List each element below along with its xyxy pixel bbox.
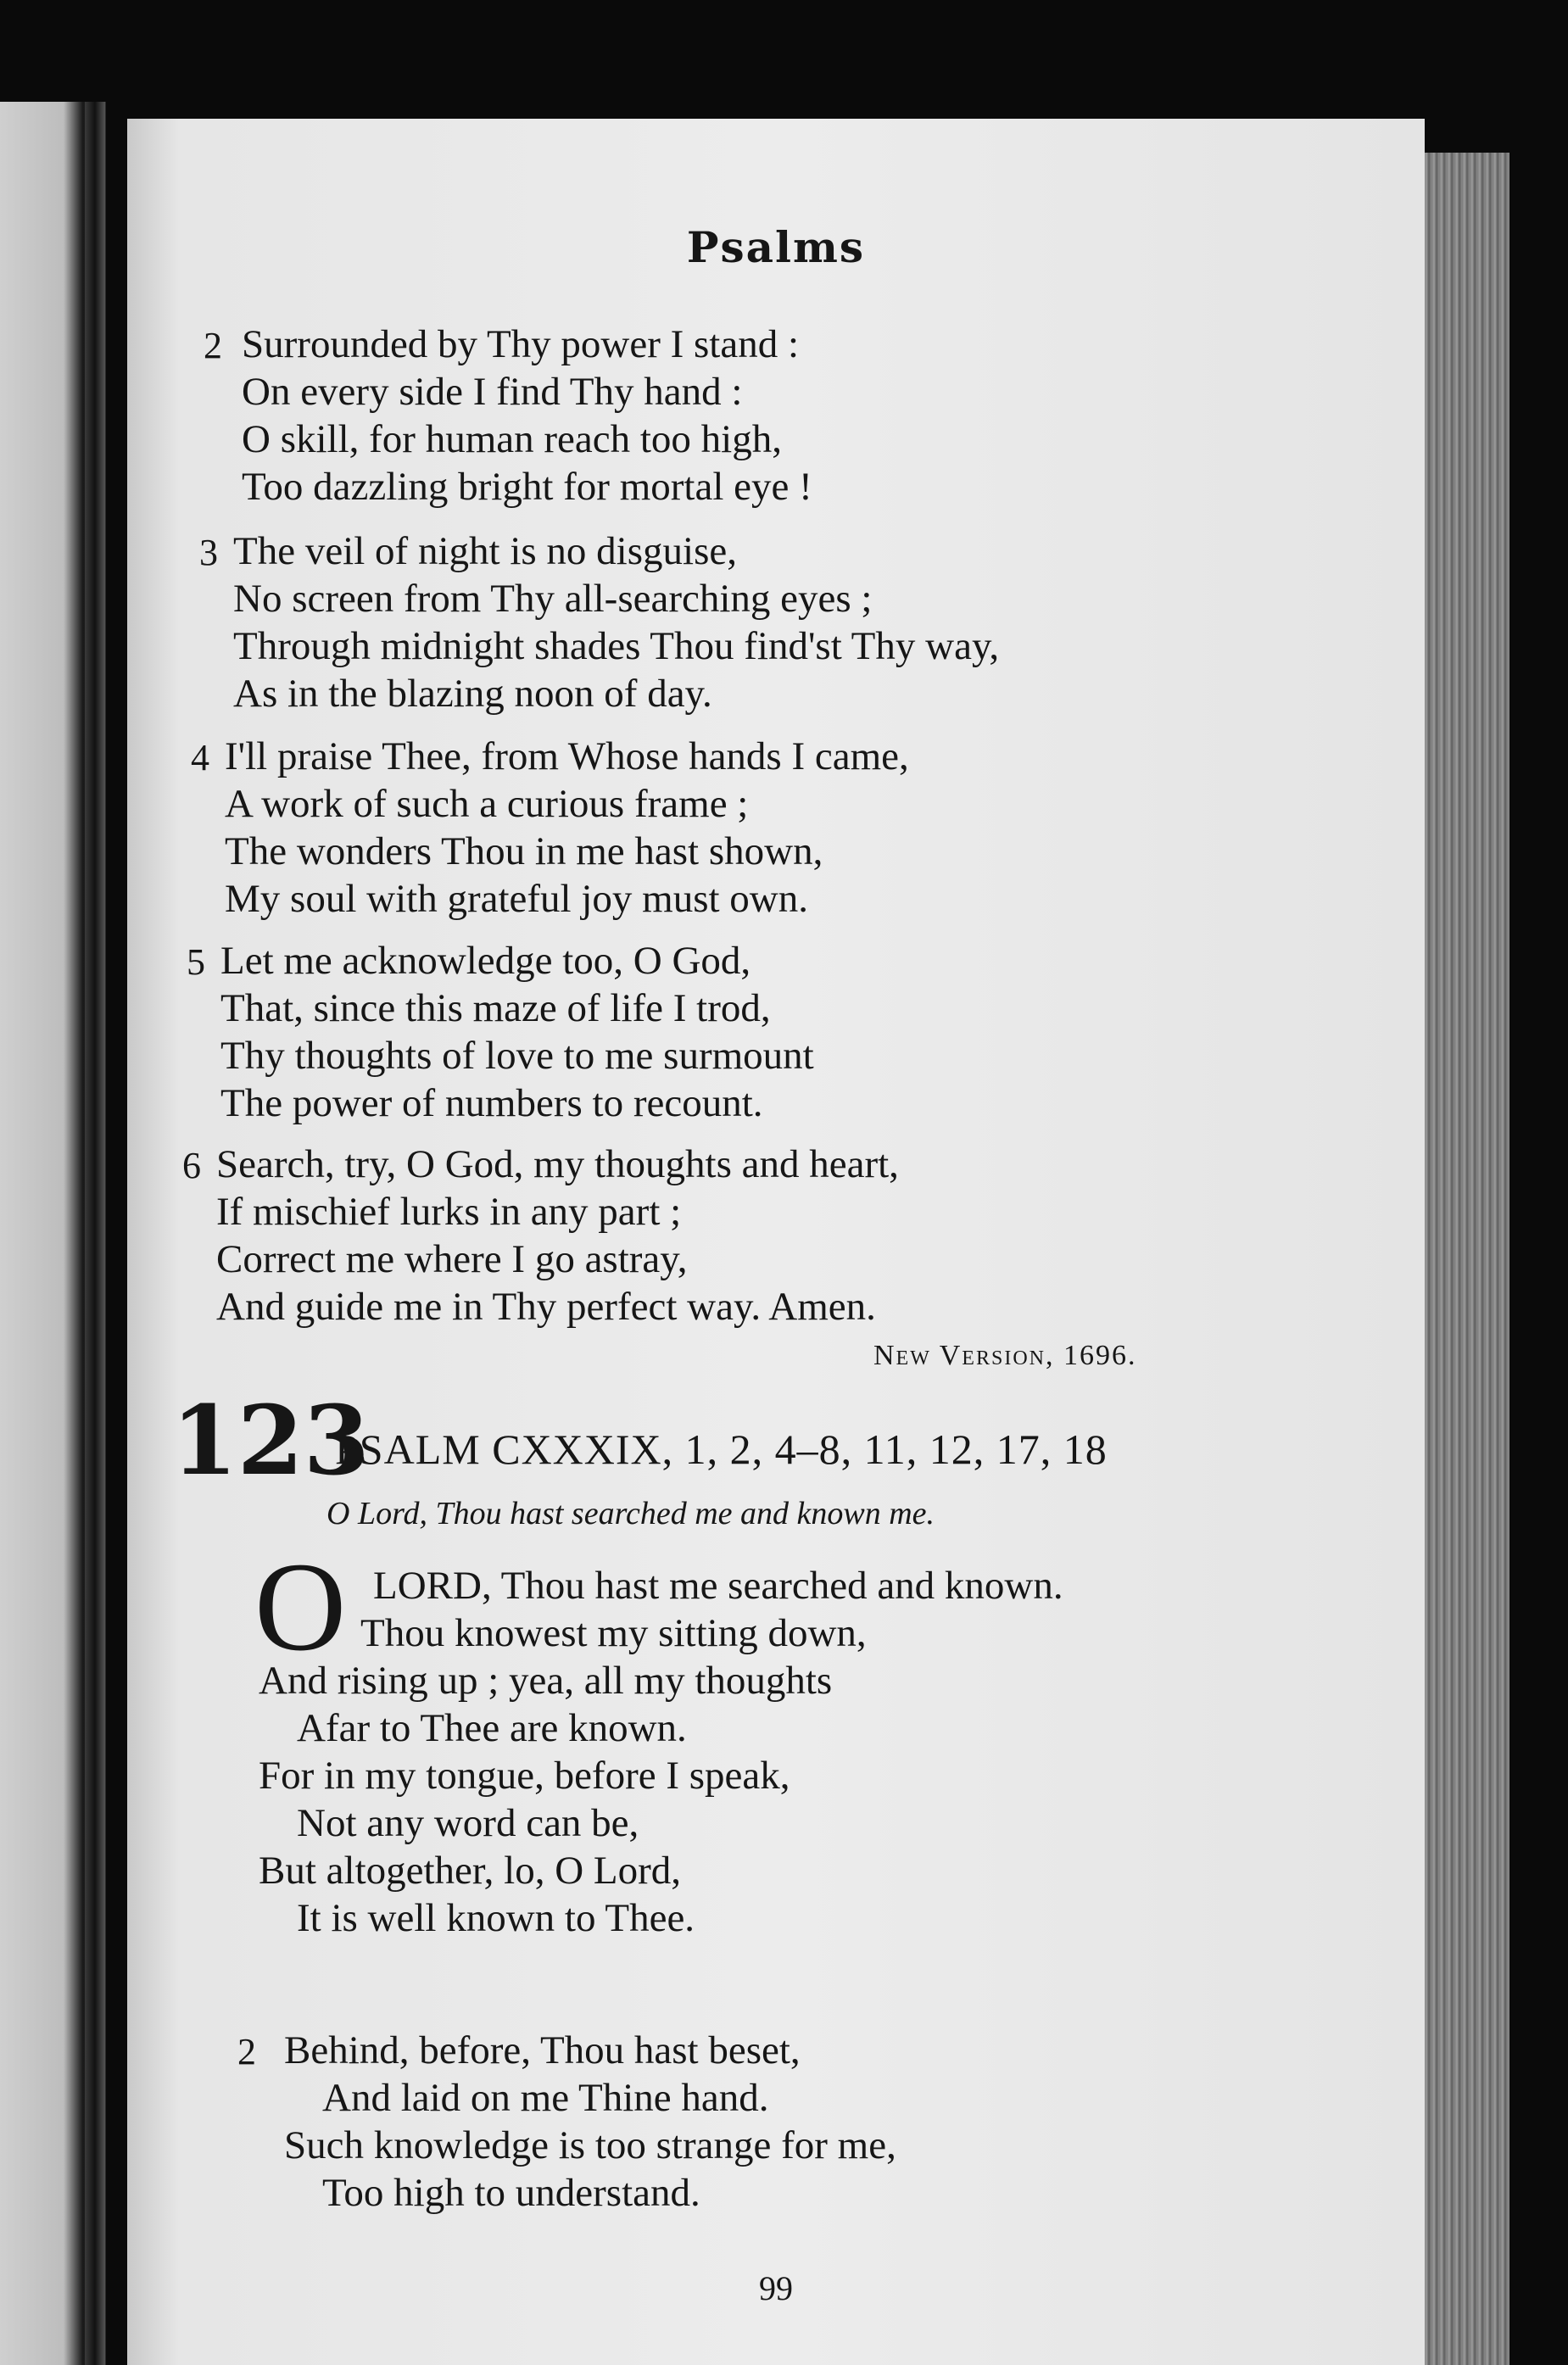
verse-line: Too high to understand. [322, 2171, 700, 2215]
verse-line: Too dazzling bright for mortal eye ! [242, 465, 812, 509]
verse-line: I'll praise Thee, from Whose hands I came, [225, 734, 909, 778]
verse-line: LORD, Thou hast me searched and known. [373, 1564, 1063, 1608]
stanza-number: 5 [187, 941, 205, 983]
hymn-stanza-1 [233, 1562, 1063, 1942]
verse-line: Through midnight shades Thou find'st Thy way, [233, 624, 1000, 668]
stanza-2 [204, 321, 812, 510]
hymn-subtitle: O Lord, Thou hast searched me and known me. [326, 1496, 935, 1531]
verse-line: If mischief lurks in any part ; [216, 1190, 682, 1234]
verse-line: The wonders Thou in me hast shown, [225, 829, 823, 873]
verse-line: Afar to Thee are known. [297, 1706, 687, 1750]
verse-line: But altogether, lo, O Lord, [259, 1849, 682, 1893]
verse-line: O skill, for human reach too high, [242, 417, 782, 461]
page-number: 99 [759, 2269, 793, 2307]
stanza-5 [187, 937, 814, 1127]
author-attribution: New Version, 1696. [873, 1340, 1137, 1371]
verse-line: As in the blazing noon of day. [233, 672, 712, 716]
stanza-number: 3 [199, 532, 218, 573]
verse-line: And guide me in Thy perfect way. Amen. [216, 1285, 876, 1329]
stanza-number: 2 [204, 325, 222, 366]
stanza-number: 4 [191, 737, 209, 778]
book-page [127, 119, 1425, 2365]
verse-line: That, since this maze of life I trod, [220, 986, 771, 1030]
verse-line: Not any word can be, [297, 1801, 639, 1845]
verse-line: Let me acknowledge too, O God, [220, 939, 751, 983]
stanza-6 [182, 1141, 899, 1330]
verse-line: On every side I find Thy hand : [242, 370, 743, 414]
verse-line: The veil of night is no disguise, [233, 529, 737, 573]
verse-line: It is well known to Thee. [297, 1896, 695, 1940]
hymn-title: PSALM CXXXIX, 1, 2, 4–8, 11, 12, 17, 18 [335, 1425, 1108, 1473]
running-head: Psalms [686, 222, 866, 272]
stanza-4 [191, 733, 909, 923]
left-page-edge [0, 102, 106, 2365]
verse-line: And rising up ; yea, all my thoughts [259, 1659, 833, 1703]
verse-line: Thou knowest my sitting down, [360, 1611, 867, 1655]
verse-line: The power of numbers to recount. [220, 1081, 763, 1125]
stanza-number: 6 [182, 1145, 201, 1186]
book-gutter [85, 102, 105, 2365]
hymn-stanza-2 [237, 2027, 896, 2217]
verse-line: No screen from Thy all-searching eyes ; [233, 577, 873, 621]
hymn-number: 123 [171, 1386, 370, 1497]
verse-line: Such knowledge is too strange for me, [284, 2123, 896, 2167]
verse-line: And laid on me Thine hand. [322, 2076, 769, 2120]
verse-line: Search, try, O God, my thoughts and heart, [216, 1142, 899, 1186]
stanza-number: 2 [237, 2031, 256, 2072]
verse-line: For in my tongue, before I speak, [259, 1754, 790, 1798]
stanza-3 [199, 527, 1000, 717]
verse-line: My soul with grateful joy must own. [225, 877, 808, 921]
verse-line: Surrounded by Thy power I stand : [242, 322, 800, 366]
verse-line: A work of such a curious frame ; [225, 782, 749, 826]
verse-line: Behind, before, Thou hast beset, [284, 2028, 801, 2072]
page-stack-edge [1416, 153, 1509, 2365]
drop-cap: O [254, 1537, 347, 1677]
verse-line: Correct me where I go astray, [216, 1237, 688, 1281]
verse-line: Thy thoughts of love to me surmount [220, 1034, 814, 1078]
